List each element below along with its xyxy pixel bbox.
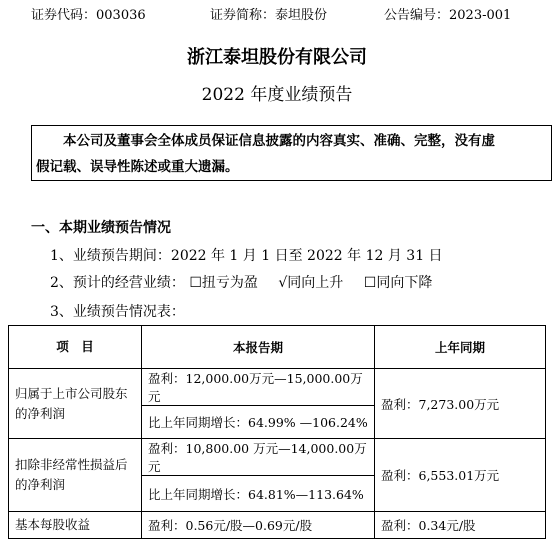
- current-growth-cell: 比上年同期增长：64.99% —106.24%: [142, 406, 375, 439]
- header-item: 项 目: [9, 326, 142, 369]
- option-decrease: ☐同向下降: [363, 275, 433, 291]
- current-eps-cell: 盈利：0.56元/股—0.69元/股: [142, 512, 375, 539]
- row-label: 扣除非经常性损益后的净利润: [9, 439, 142, 512]
- row-label: 基本每股收益: [9, 512, 142, 539]
- stock-name: 证券简称：泰坦股份: [210, 8, 328, 23]
- stock-code: 证券代码：003036: [31, 8, 146, 23]
- option-turnaround: ☐扭亏为盈: [189, 275, 258, 291]
- prior-profit-cell: 盈利：7,273.00万元: [375, 369, 546, 439]
- table-header-row: [9, 326, 546, 369]
- forecast-table: [8, 325, 546, 539]
- option-increase: √同向上升: [278, 275, 344, 291]
- notice-number: 公告编号：2023-001: [384, 8, 512, 23]
- table-row: [9, 512, 546, 539]
- disclosure-notice-box: [31, 125, 552, 181]
- current-profit-cell: 盈利：12,000.00万元—15,000.00万元: [142, 369, 375, 406]
- document-header: [0, 4, 554, 26]
- performance-type: [50, 272, 448, 292]
- forecast-period: 1、业绩预告期间：2022 年 1 月 1 日至 2022 年 12 月 31 日: [50, 248, 443, 264]
- performance-label: 2、预计的经营业绩：: [50, 275, 185, 291]
- company-title: 浙江泰坦股份有限公司: [187, 47, 367, 68]
- notice-line-1: 本公司及董事会全体成员保证信息披露的内容真实、准确、完整，没有虚: [63, 133, 495, 149]
- current-growth-cell: 比上年同期增长：64.81%—113.64%: [142, 476, 375, 512]
- header-current-period: 本报告期: [142, 326, 375, 369]
- notice-line-2: 假记载、误导性陈述或重大遗漏。: [36, 159, 239, 175]
- row-label: 归属于上市公司股东的净利润: [9, 369, 142, 439]
- table-caption: 3、业绩预告情况表：: [50, 304, 185, 320]
- header-prior-period: 上年同期: [375, 326, 546, 369]
- section-heading: 一、本期业绩预告情况: [31, 220, 171, 236]
- document-title: 2022 年度业绩预告: [201, 85, 353, 105]
- table-row: [9, 439, 546, 476]
- prior-profit-cell: 盈利：6,553.01万元: [375, 439, 546, 512]
- current-profit-cell: 盈利：10,800.00 万元—14,000.00万元: [142, 439, 375, 476]
- table-row: [9, 369, 546, 406]
- prior-eps-cell: 盈利：0.34元/股: [375, 512, 546, 539]
